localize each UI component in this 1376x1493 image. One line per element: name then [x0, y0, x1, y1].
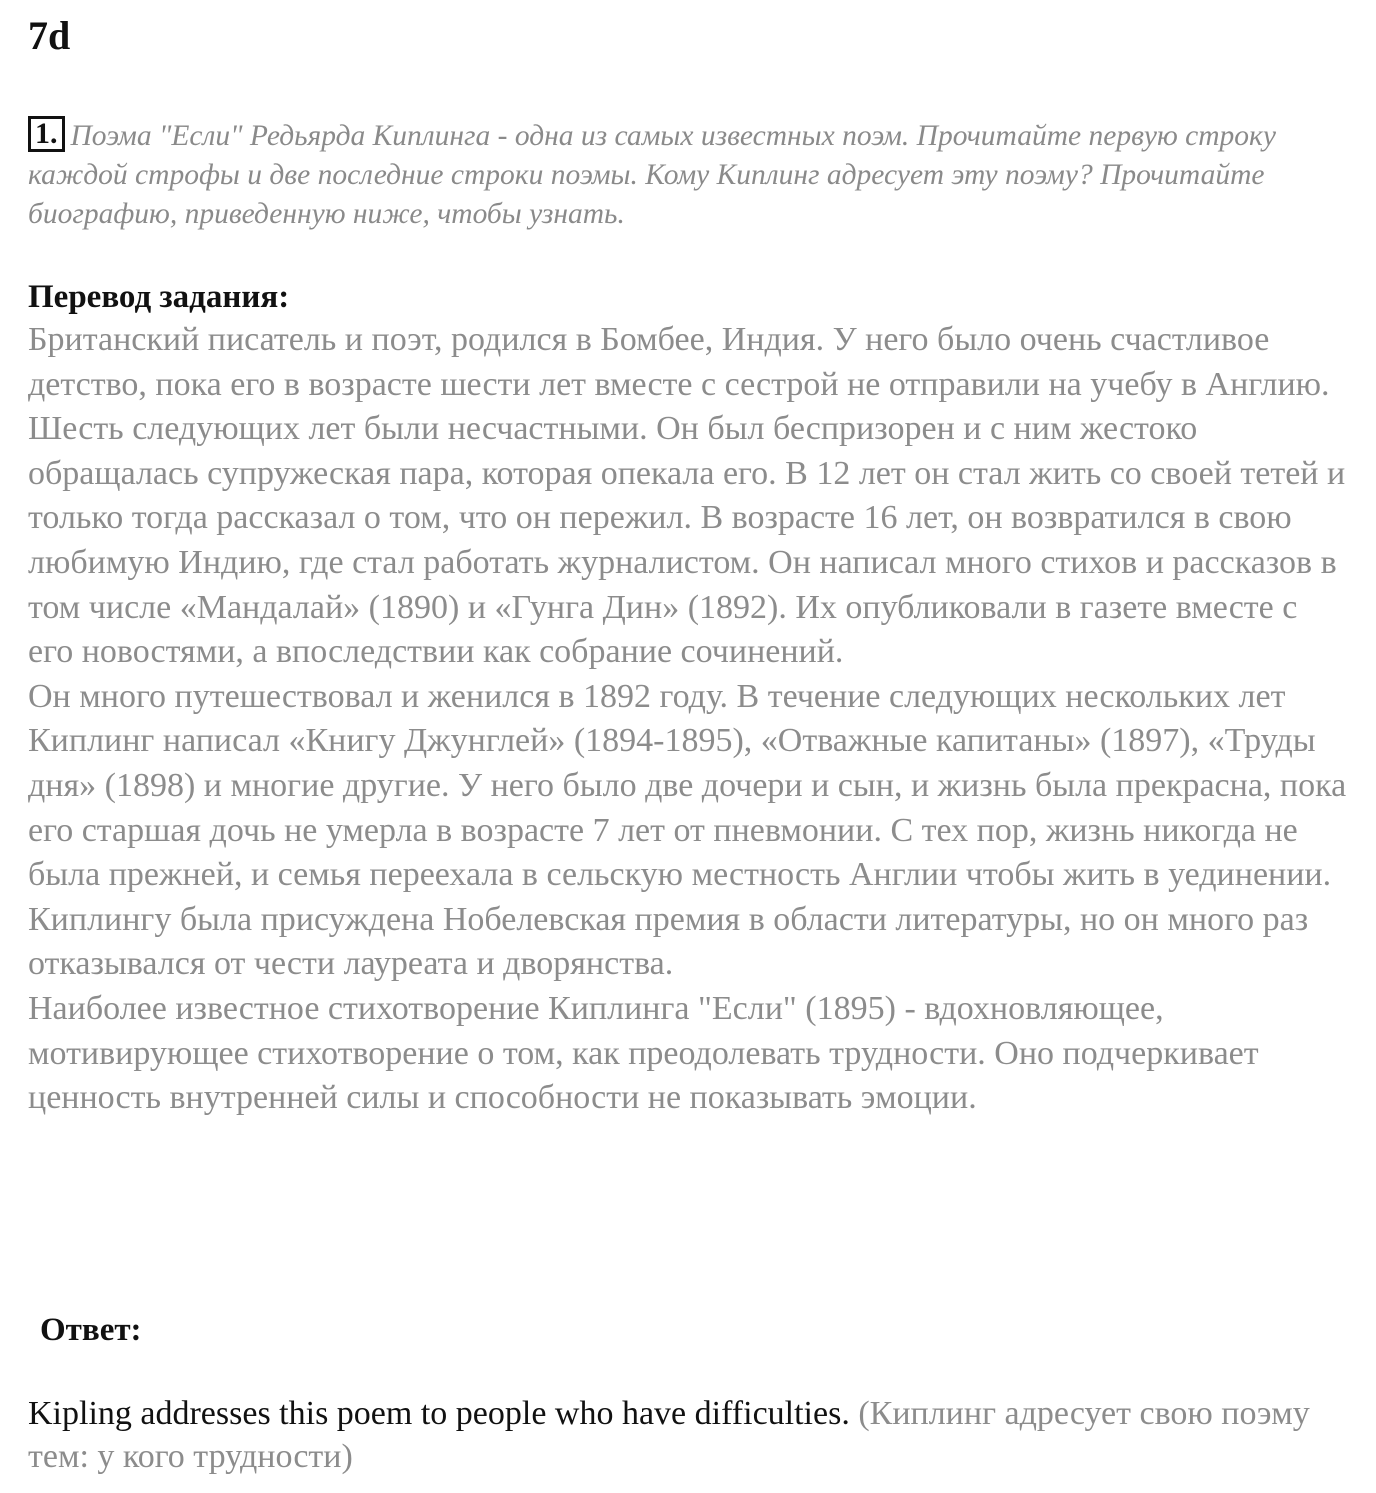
translation-paragraph: Британский писатель и поэт, родился в Бомбее, Индия. У него было очень счастливое детство, пока его в возрасте шести лет вместе с сестрой не отправили на учебу в Англию. Шесть следующих лет были несчастными. Он был беспризорен и с ним жестоко обращалась супружеская пара, которая опекала его. В 12 лет он стал жить со своей тетей и только тогда рассказал о том, что он пережил. В возрасте 16 лет, он возвратился в свою любимую Индию, где стал работать журналистом. Он написал много стихов и рассказов в том числе «Мандалай» (1890) и «Гунга Дин» (1892). Их опубликовали в газете вместе с его новостями, а впоследствии как собрание сочинений.	[28, 321, 1346, 671]
answer-heading: Ответ:	[40, 1312, 142, 1348]
task-number-badge: 1.	[28, 116, 65, 152]
answer-text	[28, 1392, 1348, 1478]
translation-text	[28, 318, 1348, 1121]
answer-russian: (Киплинг адресует свою поэму тем: у кого трудности)	[28, 1395, 1310, 1475]
translation-heading: Перевод задания:	[28, 279, 290, 315]
task-instruction	[28, 116, 1328, 234]
translation-paragraph: Он много путешествовал и женился в 1892 году. В течение следующих нескольких лет Киплинг написал «Книгу Джунглей» (1894-1895), «Отважные капитаны» (1897), «Труды дня» (1898) и многие другие. У него было две дочери и сын, и жизнь была прекрасна, пока его старшая дочь не умерла в возрасте 7 лет от пневмонии. С тех пор, жизнь никогда не была прежней, и семья переехала в сельскую местность Англии чтобы жить в уединении. Киплингу была присуждена Нобелевская премия в области литературы, но он много раз отказывался от чести лауреата и дворянства.	[28, 677, 1347, 983]
task-text: Поэма "Если" Редьярда Киплинга - одна из самых известных поэм. Прочитайте первую строку каждой строфы и две последние строки поэмы. Кому Киплинг адресует эту поэму? Прочитайте биографию, приведенную ниже, чтобы узнать.	[28, 120, 1276, 230]
answer-english: Kipling addresses this poem to people who have difficulties.	[28, 1395, 850, 1432]
translation-paragraph: Наиболее известное стихотворение Киплинга "Если" (1895) - вдохновляющее, мотивирующее стихотворение о том, как преодолевать трудности. Оно подчеркивает ценность внутренней силы и способности не показывать эмоции.	[28, 989, 1259, 1117]
section-title: 7d	[28, 13, 71, 58]
